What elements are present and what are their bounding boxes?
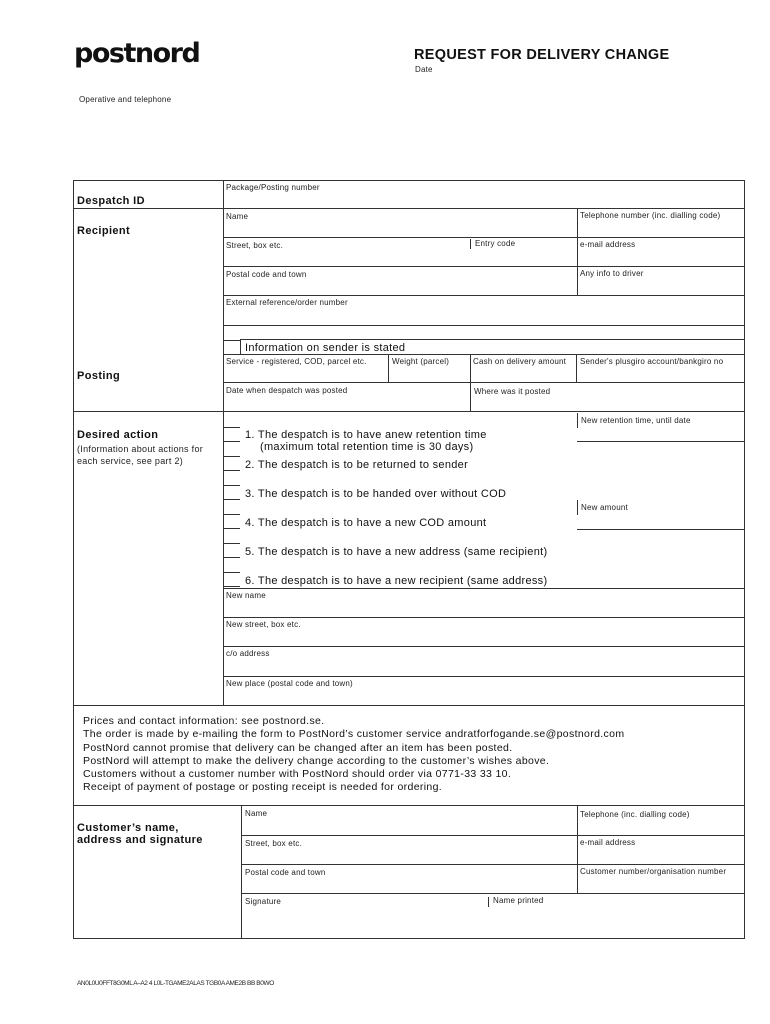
info-line: Receipt of payment of postage or posting receipt is needed for ordering. (83, 781, 443, 794)
option-3-label: 3. The despatch is to be handed over without COD (245, 488, 507, 500)
new-name-field[interactable]: New name (226, 591, 266, 600)
cod-amount-field[interactable]: Cash on delivery amount (473, 357, 567, 366)
option-2-checkbox[interactable] (223, 456, 240, 471)
customer-name-field[interactable]: Name (245, 809, 268, 818)
info-line: Prices and contact information: see postnord.se. (83, 715, 325, 727)
entry-code-field[interactable]: Entry code (475, 239, 516, 248)
date-label: Date (415, 65, 433, 74)
option-5-checkbox[interactable] (223, 543, 240, 558)
recipient-name-field[interactable]: Name (226, 212, 249, 221)
option-4-checkbox[interactable] (223, 514, 240, 529)
new-street-field[interactable]: New street, box etc. (226, 620, 301, 629)
sender-info-label: Information on sender is stated (245, 342, 406, 354)
new-place-field[interactable]: New place (postal code and town) (226, 679, 353, 688)
weight-field[interactable]: Weight (parcel) (392, 357, 450, 366)
option-1-checkbox[interactable] (223, 427, 240, 442)
external-reference-field[interactable]: External reference/order number (226, 298, 348, 307)
form-title: REQUEST FOR DELIVERY CHANGE (414, 47, 670, 63)
option-5-label: 5. The despatch is to have a new address (same recipient) (245, 546, 548, 558)
co-address-field[interactable]: c/o address (226, 649, 270, 658)
recipient-heading: Recipient (77, 225, 131, 237)
new-retention-field[interactable]: New retention time, until date (581, 416, 691, 425)
recipient-telephone-field[interactable]: Telephone number (inc. dialling code) (580, 211, 721, 220)
recipient-street-field[interactable]: Street, box etc. (226, 241, 284, 250)
info-line: PostNord cannot promise that delivery can be changed after an item has been posted. (83, 741, 513, 754)
option-6-checkbox[interactable] (223, 572, 240, 587)
sender-info-checkbox[interactable] (223, 340, 240, 355)
customer-heading-line2: address and signature (77, 834, 203, 846)
recipient-postal-field[interactable]: Postal code and town (226, 270, 307, 279)
despatch-id-heading: Despatch ID (77, 195, 145, 207)
plusgiro-field[interactable]: Sender's plusgiro account/bankgiro no (580, 357, 724, 366)
new-amount-field[interactable]: New amount (581, 503, 628, 512)
date-posted-field[interactable]: Date when despatch was posted (226, 386, 348, 395)
operative-telephone-label: Operative and telephone (79, 95, 172, 104)
customer-postal-field[interactable]: Postal code and town (245, 868, 326, 877)
info-line: Customers without a customer number with PostNord should order via 0771-33 33 10. (83, 768, 512, 781)
signature-field[interactable]: Signature (245, 897, 282, 906)
posting-heading: Posting (77, 370, 121, 382)
customer-email-field[interactable]: e-mail address (580, 838, 636, 847)
option-4-label: 4. The despatch is to have a new COD amount (245, 517, 487, 529)
service-field[interactable]: Service - registered, COD, parcel etc. (226, 357, 367, 366)
option-2-label: 2. The despatch is to be returned to sender (245, 459, 469, 471)
name-printed-field[interactable]: Name printed (493, 896, 544, 905)
customer-heading-line1: Customer’s name, (77, 822, 179, 834)
option-6-label: 6. The despatch is to have a new recipient (same address) (245, 575, 548, 587)
option-1-label: 1. The despatch is to have anew retention time (245, 429, 487, 441)
footer-code: AN0L0U0FFT8G0ML A–A2 4 L0L-TGAME2ALAS TGB0A AME2B BB B0WO (77, 980, 274, 987)
customer-telephone-field[interactable]: Telephone (inc. dialling code) (580, 810, 690, 819)
desired-action-heading: Desired action (77, 429, 159, 441)
desired-action-note: (Information about actions for each service, see part 2) (77, 444, 204, 466)
driver-info-field[interactable]: Any info to driver (580, 269, 644, 278)
info-text (83, 715, 624, 795)
option-1-sublabel: (maximum total retention time is 30 days) (260, 441, 474, 453)
info-line: PostNord will attempt to make the delivery change according to the customer’s wishes above. (83, 754, 550, 767)
postnord-logo: postnord (74, 38, 200, 69)
option-3-checkbox[interactable] (223, 485, 240, 500)
customer-street-field[interactable]: Street, box etc. (245, 839, 303, 848)
where-posted-field[interactable]: Where was it posted (474, 387, 551, 396)
package-number-field[interactable]: Package/Posting number (226, 183, 320, 192)
info-line: The order is made by e-mailing the form to PostNord’s customer service andratforfogande.se@postnord.com (83, 728, 625, 741)
customer-number-field[interactable]: Customer number/organisation number (580, 867, 727, 876)
recipient-email-field[interactable]: e-mail address (580, 240, 636, 249)
